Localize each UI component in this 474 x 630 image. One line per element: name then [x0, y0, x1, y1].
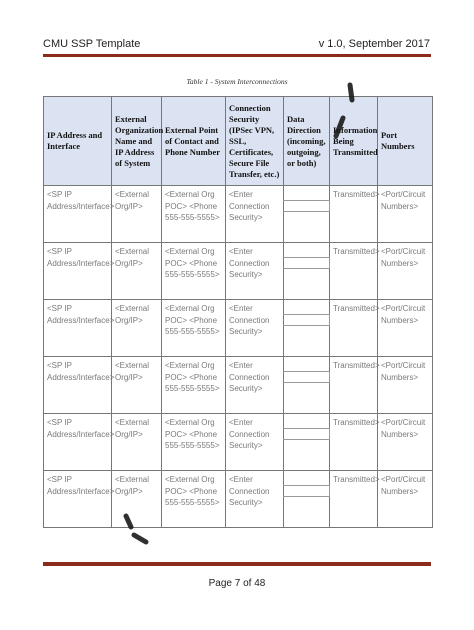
direction-field[interactable] — [283, 371, 330, 383]
ports-cell[interactable]: <Port/Circuit Numbers> — [378, 357, 433, 414]
info-cell[interactable] — [330, 357, 378, 414]
column-header: External Point of Contact and Phone Number — [162, 97, 226, 186]
header-rule — [43, 54, 431, 57]
direction-field[interactable] — [283, 485, 330, 497]
direction-cell[interactable] — [284, 357, 330, 414]
security-cell[interactable]: <Enter Connection Security> — [226, 357, 284, 414]
ip-cell[interactable]: <SP IP Address/Interface> — [44, 471, 112, 528]
table-row — [44, 357, 433, 414]
ip-cell[interactable]: <SP IP Address/Interface> — [44, 300, 112, 357]
org-cell[interactable]: <External Org/IP> — [112, 186, 162, 243]
column-header: External Organization Name and IP Address of System — [112, 97, 162, 186]
org-cell[interactable]: <External Org/IP> — [112, 357, 162, 414]
direction-cell[interactable] — [284, 300, 330, 357]
poc-cell[interactable]: <External Org POC> <Phone 555-555-5555> — [162, 471, 226, 528]
org-cell[interactable]: <External Org/IP> — [112, 471, 162, 528]
info-cell[interactable] — [330, 243, 378, 300]
security-cell[interactable]: <Enter Connection Security> — [226, 471, 284, 528]
page-number: Page 7 of 48 — [208, 578, 266, 589]
table-row — [44, 243, 433, 300]
ports-cell[interactable]: <Port/Circuit Numbers> — [378, 186, 433, 243]
table-row — [44, 300, 433, 357]
interconnections-table — [43, 96, 433, 528]
header-version: v 1.0, September 2017 — [318, 38, 430, 50]
direction-field[interactable] — [283, 428, 330, 440]
org-cell[interactable]: <External Org/IP> — [112, 414, 162, 471]
direction-field[interactable] — [283, 200, 330, 212]
poc-cell[interactable]: <External Org POC> <Phone 555-555-5555> — [162, 186, 226, 243]
org-cell[interactable]: <External Org/IP> — [112, 300, 162, 357]
info-cell[interactable] — [330, 186, 378, 243]
ip-cell[interactable]: <SP IP Address/Interface> — [44, 357, 112, 414]
column-header: IP Address and Interface — [44, 97, 112, 186]
ports-cell[interactable]: <Port/Circuit Numbers> — [378, 243, 433, 300]
info-text: Transmitted> — [333, 304, 380, 313]
direction-cell[interactable] — [284, 186, 330, 243]
ports-cell[interactable]: <Port/Circuit Numbers> — [378, 471, 433, 528]
ports-cell[interactable]: <Port/Circuit Numbers> — [378, 300, 433, 357]
info-text: Transmitted> — [333, 247, 380, 256]
direction-field[interactable] — [283, 257, 330, 269]
ip-cell[interactable]: <SP IP Address/Interface> — [44, 243, 112, 300]
footer-rule — [43, 562, 431, 566]
ip-cell[interactable]: <SP IP Address/Interface> — [44, 186, 112, 243]
info-text: Transmitted> — [333, 475, 380, 484]
table-row — [44, 414, 433, 471]
poc-cell[interactable]: <External Org POC> <Phone 555-555-5555> — [162, 300, 226, 357]
ports-cell[interactable]: <Port/Circuit Numbers> — [378, 414, 433, 471]
column-header: Port Numbers — [378, 97, 433, 186]
ip-cell[interactable]: <SP IP Address/Interface> — [44, 414, 112, 471]
table-row — [44, 186, 433, 243]
column-header: Connection Security (IPSec VPN, SSL, Certificates, Secure File Transfer, etc.) — [226, 97, 284, 186]
info-cell[interactable] — [330, 300, 378, 357]
info-cell[interactable] — [330, 471, 378, 528]
direction-cell[interactable] — [284, 414, 330, 471]
table-row — [44, 471, 433, 528]
direction-cell[interactable] — [284, 471, 330, 528]
column-header: Information Being Transmitted — [330, 97, 378, 186]
poc-cell[interactable]: <External Org POC> <Phone 555-555-5555> — [162, 414, 226, 471]
security-cell[interactable]: <Enter Connection Security> — [226, 243, 284, 300]
info-text: Transmitted> — [333, 361, 380, 370]
poc-cell[interactable]: <External Org POC> <Phone 555-555-5555> — [162, 243, 226, 300]
security-cell[interactable]: <Enter Connection Security> — [226, 300, 284, 357]
info-text: Transmitted> — [333, 190, 380, 199]
header-title: CMU SSP Template — [43, 38, 141, 50]
table-caption: Table 1 - System Interconnections — [186, 77, 288, 86]
direction-cell[interactable] — [284, 243, 330, 300]
poc-cell[interactable]: <External Org POC> <Phone 555-555-5555> — [162, 357, 226, 414]
org-cell[interactable]: <External Org/IP> — [112, 243, 162, 300]
info-text: Transmitted> — [333, 418, 380, 427]
column-header: Data Direction (incoming, outgoing, or both) — [284, 97, 330, 186]
info-cell[interactable] — [330, 414, 378, 471]
table-header-row — [44, 97, 433, 186]
security-cell[interactable]: <Enter Connection Security> — [226, 186, 284, 243]
direction-field[interactable] — [283, 314, 330, 326]
security-cell[interactable]: <Enter Connection Security> — [226, 414, 284, 471]
